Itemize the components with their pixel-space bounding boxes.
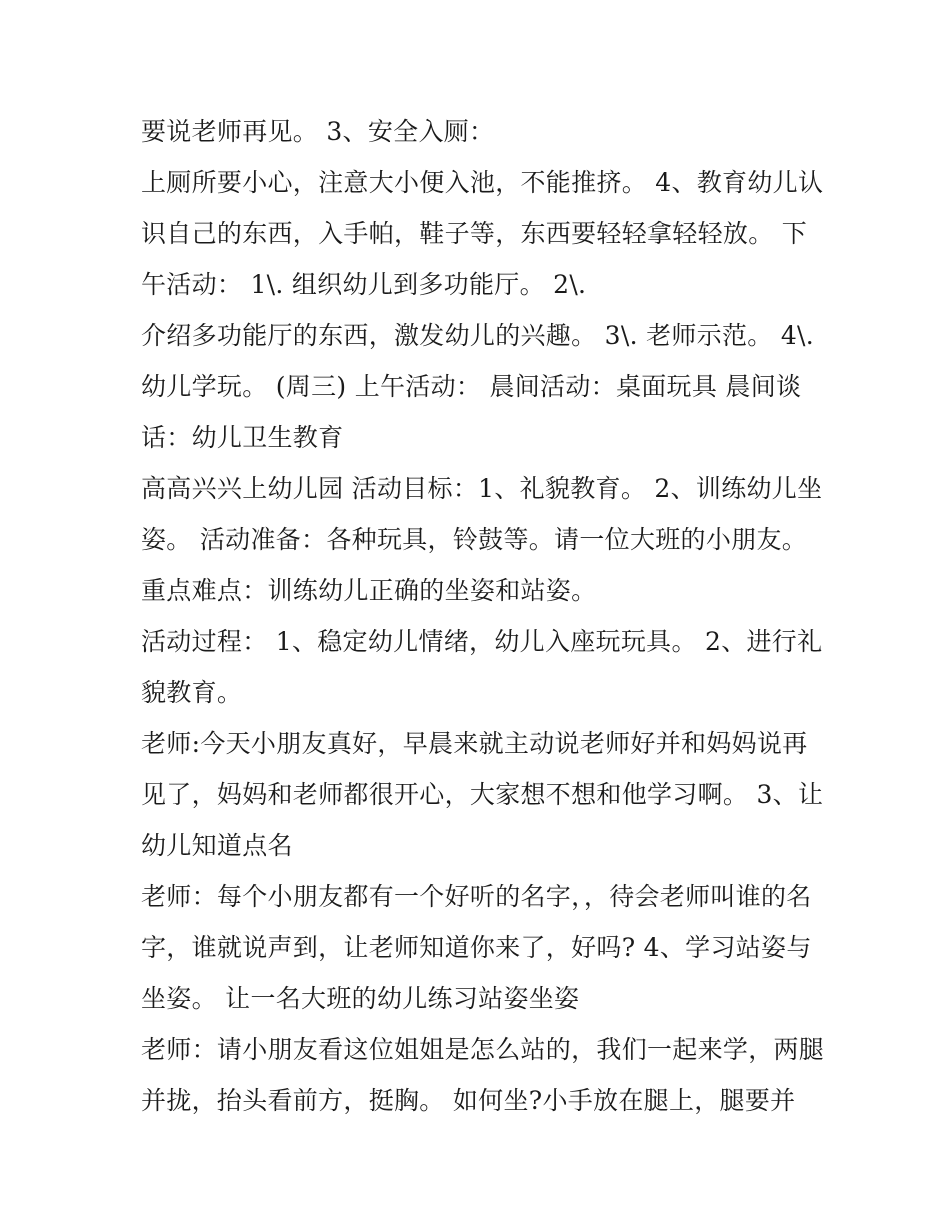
text-line: 见了，妈妈和老师都很开心，大家想不想和他学习啊。 3、让	[141, 780, 824, 809]
text-line: 老师：每个小朋友都有一个好听的名字，，待会老师叫谁的名	[141, 882, 812, 911]
document-body	[141, 106, 825, 1126]
text-line: 高高兴兴上幼儿园 活动目标：1、礼貌教育。 2、训练幼儿坐	[141, 474, 823, 503]
text-line: 介绍多功能厅的东西，激发幼儿的兴趣。 3\. 老师示范。 4\.	[141, 321, 814, 350]
text-line: 貌教育。	[141, 678, 243, 707]
text-line: 上厕所要小心，注意大小便入池，不能推挤。 4、教育幼儿认	[141, 168, 824, 197]
text-line: 字，谁就说声到，让老师知道你来了，好吗? 4、学习站姿与	[141, 933, 812, 962]
text-line: 要说老师再见。 3、安全入厕：	[141, 117, 495, 146]
text-line: 重点难点：训练幼儿正确的坐姿和站姿。	[141, 576, 597, 605]
text-line: 幼儿学玩。 (周三) 上午活动： 晨间活动：桌面玩具 晨间谈	[141, 372, 802, 401]
text-line: 老师：请小朋友看这位姐姐是怎么站的，我们一起来学，两腿	[141, 1035, 825, 1064]
text-line: 并拢，抬头看前方，挺胸。 如何坐?小手放在腿上，腿要并	[141, 1086, 796, 1115]
text-line: 话：幼儿卫生教育	[141, 423, 344, 452]
text-line: 午活动： 1\. 组织幼儿到多功能厅。 2\.	[141, 270, 587, 299]
text-line: 活动过程： 1、稳定幼儿情绪，幼儿入座玩玩具。 2、进行礼	[141, 627, 823, 656]
text-line: 识自己的东西，入手帕，鞋子等，东西要轻轻拿轻轻放。 下	[141, 219, 808, 248]
text-line: 姿。 活动准备：各种玩具，铃鼓等。请一位大班的小朋友。	[141, 525, 808, 554]
text-line: 老师:今天小朋友真好，早晨来就主动说老师好并和妈妈说再	[141, 729, 808, 758]
text-line: 幼儿知道点名	[141, 831, 293, 860]
text-line: 坐姿。 让一名大班的幼儿练习站姿坐姿	[141, 984, 580, 1013]
